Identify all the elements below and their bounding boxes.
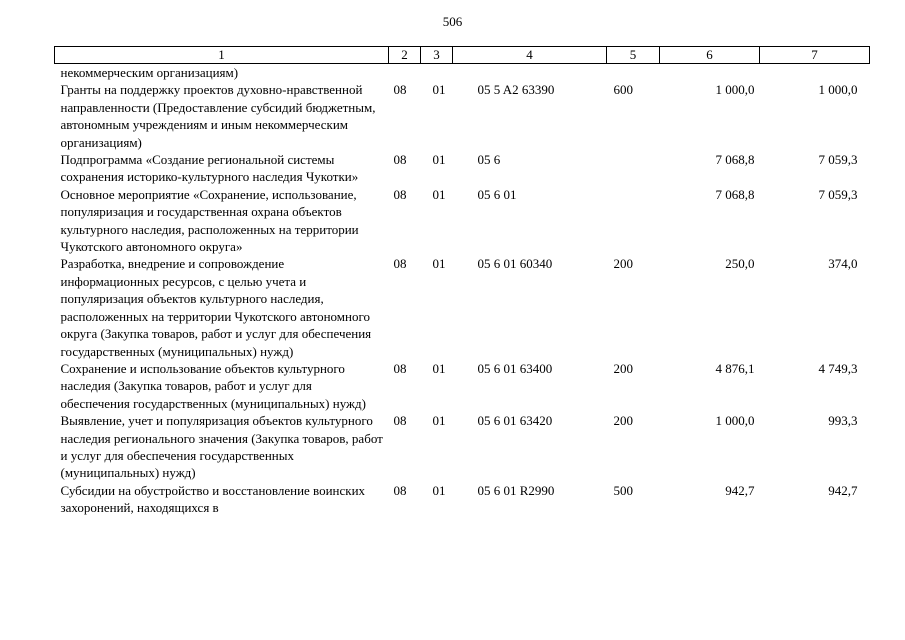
row-target-code: 05 6 01 60340 — [477, 256, 553, 272]
row-amount-col7: 7 059,3 — [818, 186, 858, 202]
row-subsection: 01 — [432, 360, 446, 376]
row-amount-col6: 250,0 — [725, 256, 755, 272]
table-row — [55, 412, 870, 482]
row-name: Подпрограмма «Создание региональной системы сохранения историко-культурного наследия Чукотки» — [60, 152, 359, 185]
row-amount-col7: 942,7 — [828, 482, 858, 498]
row-amount-col7: 4 749,3 — [818, 360, 858, 376]
row-section: 08 — [393, 482, 407, 498]
row-target-code: 05 6 — [477, 152, 501, 168]
row-target-code: 05 6 01 — [477, 186, 517, 202]
row-subsection: 01 — [432, 186, 446, 202]
table-row — [55, 482, 870, 517]
row-section: 08 — [393, 360, 407, 376]
row-subsection: 01 — [432, 482, 446, 498]
table-row — [55, 255, 870, 359]
row-expense-type: 500 — [613, 482, 633, 498]
row-amount-col6: 4 876,1 — [715, 360, 755, 376]
row-name: Субсидии на обустройство и восстановление воинских захоронений, находящихся в — [60, 482, 366, 516]
row-expense-type: 600 — [613, 82, 633, 98]
table-row — [55, 360, 870, 412]
row-subsection: 01 — [432, 82, 446, 98]
row-section: 08 — [393, 256, 407, 272]
row-amount-col6: 1 000,0 — [715, 413, 755, 429]
row-amount-col6: 7 068,8 — [715, 186, 755, 202]
row-expense-type: 200 — [613, 360, 633, 376]
row-target-code: 05 6 01 R2990 — [477, 482, 555, 498]
row-expense-type: 200 — [613, 256, 633, 272]
row-subsection: 01 — [432, 413, 446, 429]
row-target-code — [453, 64, 607, 82]
row-section: 08 — [393, 152, 407, 168]
row-section: 08 — [393, 82, 407, 98]
row-section — [389, 64, 421, 82]
row-target-code: 05 6 01 63420 — [477, 413, 553, 429]
row-amount-col7: 374,0 — [828, 256, 858, 272]
table-row — [55, 186, 870, 256]
row-name: Гранты на поддержку проектов духовно-нравственной направленности (Предоставление субсидий бюджетным, автономным учреждениям и иным некоммерческим организациям) — [60, 82, 376, 150]
header-col-2: 2 — [389, 47, 421, 64]
row-subsection: 01 — [432, 152, 446, 168]
table-row — [55, 64, 870, 82]
row-name: Сохранение и использование объектов культурного наследия (Закупка товаров, работ и услуг для обеспечения государственных (муниципальных) нужд) — [60, 360, 366, 411]
row-subsection — [421, 64, 453, 82]
table-row — [55, 81, 870, 151]
row-section: 08 — [393, 186, 407, 202]
header-col-7: 7 — [760, 47, 870, 64]
row-expense-type — [607, 64, 660, 82]
header-col-4: 4 — [453, 47, 607, 64]
row-target-code: 05 5 A2 63390 — [477, 82, 555, 98]
header-col-1: 1 — [55, 47, 389, 64]
row-expense-type — [607, 186, 660, 256]
row-target-code: 05 6 01 63400 — [477, 360, 553, 376]
row-amount-col6: 1 000,0 — [715, 82, 755, 98]
row-name: Основное мероприятие «Сохранение, использование, популяризация и государственная охрана объектов культурного наследия, расположенных на территории Чукотского автономного округа» — [60, 186, 359, 255]
table-row — [55, 151, 870, 186]
row-amount-col6 — [660, 64, 760, 82]
page-number: 506 — [442, 14, 463, 29]
header-col-6: 6 — [660, 47, 760, 64]
row-name: Разработка, внедрение и сопровождение информационных ресурсов, с целью учета и популяризация объектов культурного наследия, расположенных на территории Чукотского автономного округа (Закупка товаров, работ и услуг для обеспечения государственных (муниципальных) нужд) — [60, 256, 372, 359]
row-name: Выявление, учет и популяризация объектов культурного наследия регионального значения (Закупка товаров, работ и услуг для обеспечения государственных (муниципальных) нужд) — [60, 413, 383, 481]
row-subsection: 01 — [432, 256, 446, 272]
budget-table — [54, 46, 870, 517]
row-amount-col7: 1 000,0 — [818, 82, 858, 98]
row-section: 08 — [393, 413, 407, 429]
row-amount-col7: 993,3 — [828, 413, 858, 429]
row-amount-col6: 7 068,8 — [715, 152, 755, 168]
row-amount-col7 — [760, 64, 870, 82]
row-expense-type — [607, 151, 660, 186]
row-expense-type: 200 — [613, 413, 633, 429]
header-col-3: 3 — [421, 47, 453, 64]
row-amount-col6: 942,7 — [725, 482, 755, 498]
header-row — [55, 47, 870, 64]
header-col-5: 5 — [607, 47, 660, 64]
row-amount-col7: 7 059,3 — [818, 152, 858, 168]
row-name: некоммерческим организациям) — [60, 65, 239, 80]
